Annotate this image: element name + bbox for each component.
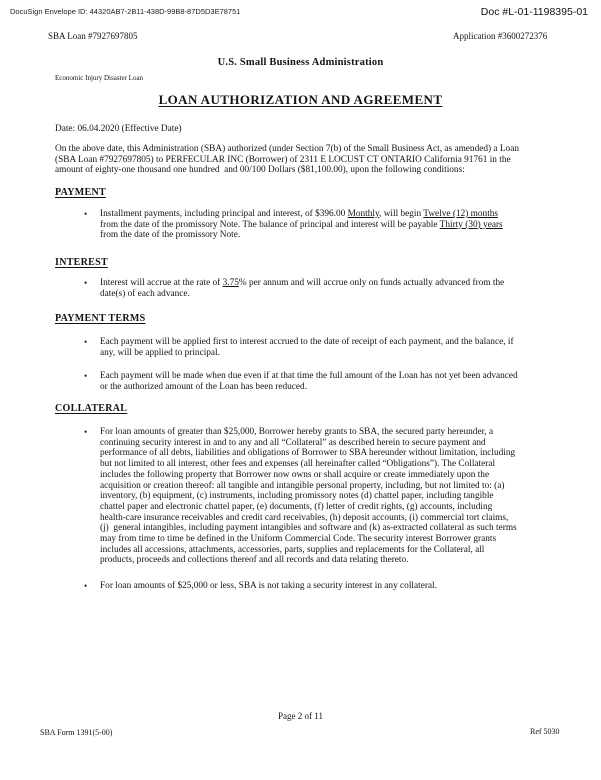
bullet-text: For loan amounts of $25,000 or less, SBA is not taking a security interest in any collateral. (100, 581, 437, 591)
bullet-marker: • (84, 427, 88, 437)
bullet-marker: • (84, 371, 88, 381)
docusign-envelope-id: DocuSign Envelope ID: 44320AB7-2B11-438D-99B8-87D5D3E78751 (10, 7, 241, 16)
section-heading-payment: PAYMENT (55, 187, 106, 198)
section-heading-collateral: COLLATERAL (55, 403, 128, 414)
bullet-marker: • (84, 209, 88, 219)
bullet-item (84, 371, 518, 392)
agency-title: U.S. Small Business Administration (217, 57, 384, 68)
bullet-item (84, 427, 517, 566)
bullet-text: Installment payments, including principal and interest, of $396.00 Monthly, will begin Twelve (12) months from the date of the promissory Note. The balance of principal and interest will be payable Thirty (30) years from the date of the promissory Note. (100, 209, 503, 241)
section-heading-payment-terms: PAYMENT TERMS (55, 313, 146, 324)
bullet-text: For loan amounts of greater than $25,000, Borrower hereby grants to SBA, the secured party hereunder, a continuing security interest in and to any and all “Collateral” as described herein to secure payment and performance of all debts, liabilities and obligations of Borrower to SBA hereunder without limitation, including but not limited to all interest, other fees and expenses (all hereinafter called “Obligations”). The Collateral includes the following property that Borrower now owns or shall acquire or create immediately upon the acquisition or creation thereof: all tangible and intangible personal property, including, but not limited to: (a) inventory, (b) equipment, (c) instruments, including promissory notes (d) chattel paper, including tangible chattel paper and electronic chattel paper, (e) documents, (f) letter of credit rights, (g) accounts, including health-care insurance receivables and credit card receivables, (h) deposit accounts, (i) commercial tort claims, (j) general intangibles, including payment intangibles and software and (k) as-extracted collateral as such terms may from time to time be defined in the Uniform Commercial Code. The security interest Borrower grants includes all accessions, attachments, accessories, parts, supplies and replacements for the Collateral, all products, proceeds and collections thereof and all records and data relating thereto. (100, 427, 517, 566)
bullet-marker: • (84, 581, 88, 591)
sba-loan-number: SBA Loan #7927697805 (48, 31, 138, 41)
form-number: SBA Form 1391(5-00) (40, 728, 113, 737)
doc-number: Doc #L-01-1198395-01 (480, 6, 588, 18)
bullet-text: Each payment will be applied first to interest accrued to the date of receipt of each payment, and the balance, if any, will be applied to principal. (100, 337, 514, 358)
page-number: Page 2 of 11 (278, 711, 323, 721)
bullet-text: Each payment will be made when due even if at that time the full amount of the Loan has not yet been advanced or the authorized amount of the Loan has been reduced. (100, 371, 518, 392)
application-number: Application #3600272376 (453, 31, 548, 41)
program-name: Economic Injury Disaster Loan (55, 74, 144, 82)
intro-paragraph: On the above date, this Administration (SBA) authorized (under Section 7(b) of the Small Business Act, as amended) a Loan (SBA Loan #7927697805) to PERFECULAR INC (Borrower) of 2311 E LOCUST CT ONTARIO California 91761 in the amount of eighty-one thousand one hundred and 00/100 Dollars ($81,100.00), upon the following conditions: (55, 144, 519, 176)
section-heading-interest: INTEREST (55, 257, 108, 268)
bullet-marker: • (84, 278, 88, 288)
document-title: LOAN AUTHORIZATION AND AGREEMENT (158, 92, 443, 107)
bullet-item (84, 337, 514, 358)
effective-date-line: Date: 06.04.2020 (Effective Date) (55, 124, 182, 134)
bullet-item (84, 581, 437, 592)
bullet-item (84, 278, 504, 299)
bullet-item (84, 209, 503, 241)
ref-number: Ref 5030 (530, 727, 560, 736)
bullet-text: Interest will accrue at the rate of 3.75% per annum and will accrue only on funds actually advanced from the date(s) of each advance. (100, 278, 505, 299)
bullet-marker: • (84, 337, 88, 347)
